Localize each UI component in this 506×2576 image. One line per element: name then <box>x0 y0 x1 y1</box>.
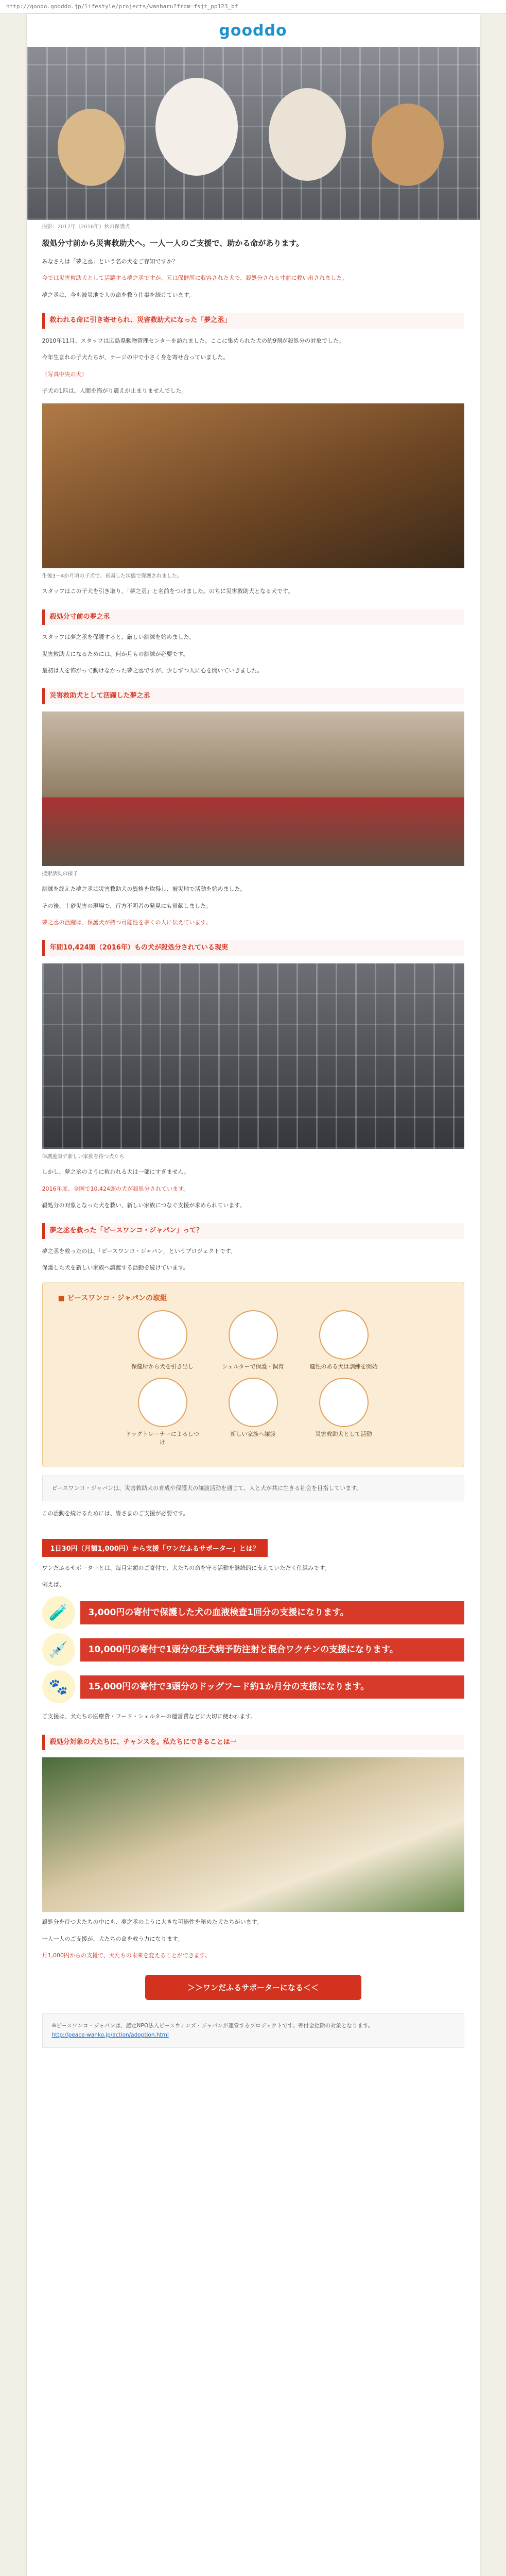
section2-paragraph-3: 最初は人を怖がって動けなかった夢之丞ですが、少しずつ人に心を開いていきました。 <box>42 667 263 674</box>
section6-paragraph-3: ご支援は、犬たちの医療費・フード・シェルターの運営費などに大切に使われます。 <box>42 1713 256 1720</box>
test-tube-icon: 🧪 <box>42 1596 75 1629</box>
hero-caption: 撮影：2017年（2016年）秋の保護犬 <box>42 224 130 230</box>
caged-dogs-photo <box>42 963 464 1149</box>
section2-paragraph-1: スタッフは夢之丞を保護すると、厳しい訓練を始めました。 <box>42 634 195 641</box>
program-flow-panel <box>42 1282 464 1467</box>
section1-note: （写真中央の犬） <box>42 370 88 378</box>
section-heading-chance: 殺処分対象の犬たちに、チャンスを。私たちにできることは一 <box>42 1735 464 1751</box>
donation-tier <box>42 1670 464 1703</box>
donation-tier-text: 15,000円の寄付で3頭分のドッグフード約1か月分の支援になります。 <box>80 1675 464 1699</box>
section3-paragraph-2: その後、土砂災害の現場で、行方不明者の発見にも貢献しました。 <box>42 902 212 909</box>
section1-paragraph-4: スタッフはこの子犬を引き取り、「夢之丞」と名前をつけました。のちに災害救助犬となる犬です。 <box>42 588 294 595</box>
section-heading-rescue-dog: 災害救助犬として活躍した夢之丞 <box>42 688 464 704</box>
flow-step-label: シェルターで保護・飼育 <box>222 1363 284 1370</box>
section-heading-peace-wanko: 夢之丞を救った「ピースワンコ・ジャパン」って？ <box>42 1223 464 1239</box>
flow-step-icon <box>229 1378 278 1427</box>
puppy-shape <box>58 109 125 186</box>
brand-header <box>27 14 480 47</box>
section-heading-euthanasia: 年間10,424頭（2016年）もの犬が殺処分されている現実 <box>42 940 464 956</box>
flow-step <box>305 1310 382 1370</box>
section4-highlight: 殺処分の対象となった犬を救い、新しい家族につなぐ支援が求められています。 <box>42 1201 246 1209</box>
section6-paragraph-1: ワンだふるサポーターとは、毎月定額のご寄付で、犬たちの命を守る活動を継続的に支えていただく仕組みです。 <box>42 1564 330 1571</box>
footer-note <box>42 2013 464 2048</box>
flow-step <box>305 1378 382 1446</box>
section1-paragraph-2: 今年生まれの子犬たちが、ケージの中で小さく身を寄せ合っていました。 <box>42 354 229 361</box>
rescue-team-photo <box>42 711 464 866</box>
section7-paragraph-1: 殺処分を待つ犬たちの中にも、夢之丞のように大きな可能性を秘めた犬たちがいます。 <box>42 1919 263 1926</box>
puppy-photo-caption: 生後3〜4か月頃の子犬で、衰弱した状態で保護されました。 <box>42 573 183 580</box>
flow-step-label: 適性のある犬は訓練を開始 <box>309 1363 378 1370</box>
hero-photo <box>27 47 480 220</box>
program-flow-row <box>58 1310 448 1370</box>
article-body <box>27 237 480 2048</box>
section5-paragraph-3: この活動を続けるためには、皆さまのご支援が必要です。 <box>42 1510 189 1517</box>
become-supporter-button[interactable]: ＞＞ワンだふるサポーターになる＜＜ <box>145 1975 361 2000</box>
puppies-photo <box>42 1757 464 1912</box>
article-title: 殺処分寸前から災害救助犬へ。一人一人のご支援で、助かる命があります。 <box>42 239 304 248</box>
section4-paragraph-2: 2016年度、全国で10,424頭の犬が殺処分されています。 <box>42 1185 189 1192</box>
section-heading-yumenojo: 救われる命に引き寄せられ、災害救助犬になった「夢之丞」 <box>42 313 464 329</box>
flow-step-label: 新しい家族へ譲渡 <box>230 1431 276 1438</box>
rescue-team-photo-caption: 捜索活動の様子 <box>42 871 78 877</box>
gooddo-logo[interactable]: gooddo <box>219 21 287 40</box>
intro-paragraph-1: 今では災害救助犬として活躍する夢之丞ですが、元は保健所に収容された犬で、殺処分される寸前に救い出されました。 <box>42 275 348 282</box>
puppy-shape <box>269 88 346 181</box>
donation-tier <box>42 1633 464 1666</box>
intro-greeting: みなさんは「夢之丞」という名の犬をご存知ですか？ <box>42 258 178 265</box>
donation-tier-text: 10,000円の寄付で1頭分の狂犬病予防注射と混合ワクチンの支援になります。 <box>80 1638 464 1662</box>
flow-step-icon <box>229 1310 278 1360</box>
flow-step-icon <box>319 1378 369 1427</box>
section7-paragraph-3: 月1,000円からの支援で、犬たちの未来を変えることができます。 <box>42 1952 211 1959</box>
section6-paragraph-2: 例えば、 <box>42 1581 65 1588</box>
section4-paragraph-1: しかし、夢之丞のように救われる犬は一部にすぎません。 <box>42 1168 190 1176</box>
flow-step-icon <box>319 1310 369 1360</box>
section2-paragraph-2: 災害救助犬になるためには、何か月もの訓練が必要です。 <box>42 650 189 657</box>
caged-dogs-photo-caption: 保護施設で新しい家族を待つ犬たち <box>42 1154 125 1160</box>
donation-tier <box>42 1596 464 1629</box>
supporter-heading: 1日30円（月額1,000円）から支援「ワンだふるサポーター」とは？ <box>42 1539 268 1557</box>
donation-tier-text: 3,000円の寄付で保護した犬の血液検査1回分の支援になります。 <box>80 1601 464 1624</box>
puppy-shape <box>155 78 238 176</box>
footer-link[interactable]: http://peace-wanko.jp/action/adoption.html <box>51 2032 169 2039</box>
section3-paragraph-1: 訓練を終えた夢之丞は災害救助犬の資格を取得し、被災地で活動を始めました。 <box>42 886 246 893</box>
flow-step <box>124 1378 201 1446</box>
flow-step-label: ドッグトレーナーによるしつけ <box>126 1431 199 1446</box>
flow-step <box>215 1310 292 1370</box>
section5-paragraph-1: 夢之丞を救ったのは、「ピースワンコ・ジャパン」というプロジェクトです。 <box>42 1248 236 1255</box>
url-bar <box>0 0 506 14</box>
url-text: http://goodo.gooddo.jp/lifestyle/projects/wanbaru?from=fsjt_pp123_bf <box>6 3 238 10</box>
flow-step-icon <box>138 1310 187 1360</box>
flow-step-label: 保健所から犬を引き出し <box>131 1363 194 1370</box>
flow-step-icon <box>138 1378 187 1427</box>
flow-step <box>124 1310 201 1370</box>
section7-paragraph-2: 一人一人のご支援が、犬たちの命を救う力になります。 <box>42 1935 183 1942</box>
flow-step-label: 災害救助犬として活動 <box>315 1431 372 1438</box>
page-sheet <box>27 14 480 2576</box>
cage-bars <box>42 963 464 1149</box>
footer-note-text: ※ピースワンコ・ジャパンは、認定NPO法人ピースウィンズ・ジャパンが運営するプロジェクトです。寄付金控除の対象となります。 <box>51 2022 374 2029</box>
program-description-quote: ピースワンコ・ジャパンは、災害救助犬の育成や保護犬の譲渡活動を通じて、人と犬が共に生きる社会を目指しています。 <box>42 1476 464 1501</box>
intro-paragraph-2: 夢之丞は、今も被災地で人の命を救う仕事を続けています。 <box>42 291 195 298</box>
syringe-icon: 💉 <box>42 1633 75 1666</box>
section3-highlight: 夢之丞の活躍は、保護犬が持つ可能性を多くの人に伝えています。 <box>42 919 212 926</box>
program-flow-row <box>58 1378 448 1446</box>
puppy-shape <box>372 104 444 186</box>
paw-icon: 🐾 <box>42 1670 75 1703</box>
program-flow-title: ■ ピースワンコ・ジャパンの取組 <box>58 1294 168 1302</box>
section1-paragraph-3: 子犬の1匹は、人間を怖がり震えが止まりませんでした。 <box>42 387 187 394</box>
section1-paragraph-1: 2010年11月、スタッフは広島県動物管理センターを訪れました。ここに集められた犬の約9割が殺処分の対象でした。 <box>42 337 345 344</box>
puppy-photo <box>42 403 464 568</box>
flow-step <box>215 1378 292 1446</box>
section-heading-rescued: 殺処分寸前の夢之丞 <box>42 609 464 625</box>
section5-paragraph-2: 保護した犬を新しい家族へ譲渡する活動を続けています。 <box>42 1264 189 1272</box>
